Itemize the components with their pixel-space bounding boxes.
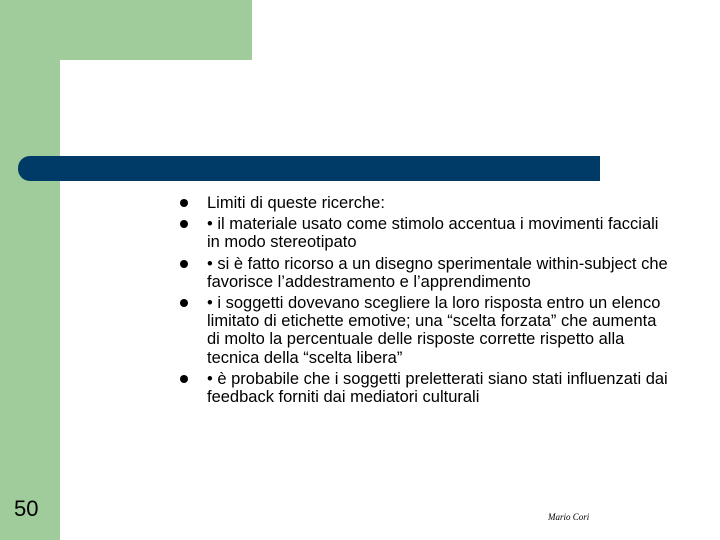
bullet-item [180, 294, 670, 367]
decorative-rounded-corner [60, 60, 100, 100]
bullet-item [180, 255, 670, 291]
bullet-dot-icon [180, 299, 188, 307]
bullet-dot-icon [180, 260, 188, 268]
bullet-dot-icon [180, 199, 188, 207]
slide-number: 50 [14, 496, 39, 521]
bullet-item [180, 370, 670, 406]
bullet-text: • è probabile che i soggetti preletterati siano stati influenzati dai feedback forniti dai mediatori culturali [207, 369, 668, 407]
bullet-text: • il materiale usato come stimolo accentua i movimenti facciali in modo stereotipato [207, 215, 659, 252]
bullet-text: • i soggetti dovevano scegliere la loro risposta entro un elenco limitato di etichette emotive; una “scelta forzata” che aumenta di molto la percentuale delle risposte corrette rispetto alla tecnica della “scelta libera” [207, 294, 661, 367]
bullet-list [180, 194, 670, 406]
title-bar [18, 156, 600, 181]
bullet-item [180, 194, 670, 212]
bullet-dot-icon [180, 375, 188, 383]
decorative-green-left-bar [0, 0, 60, 540]
bullet-item [180, 215, 670, 251]
bullet-dot-icon [180, 220, 188, 228]
author-footer: Mario Cori [548, 512, 590, 522]
bullet-text: Limiti di queste ricerche: [207, 194, 385, 212]
bullet-text: • si è fatto ricorso a un disegno sperimentale within-subject che favorisce l’addestramento e l’apprendimento [207, 254, 668, 291]
